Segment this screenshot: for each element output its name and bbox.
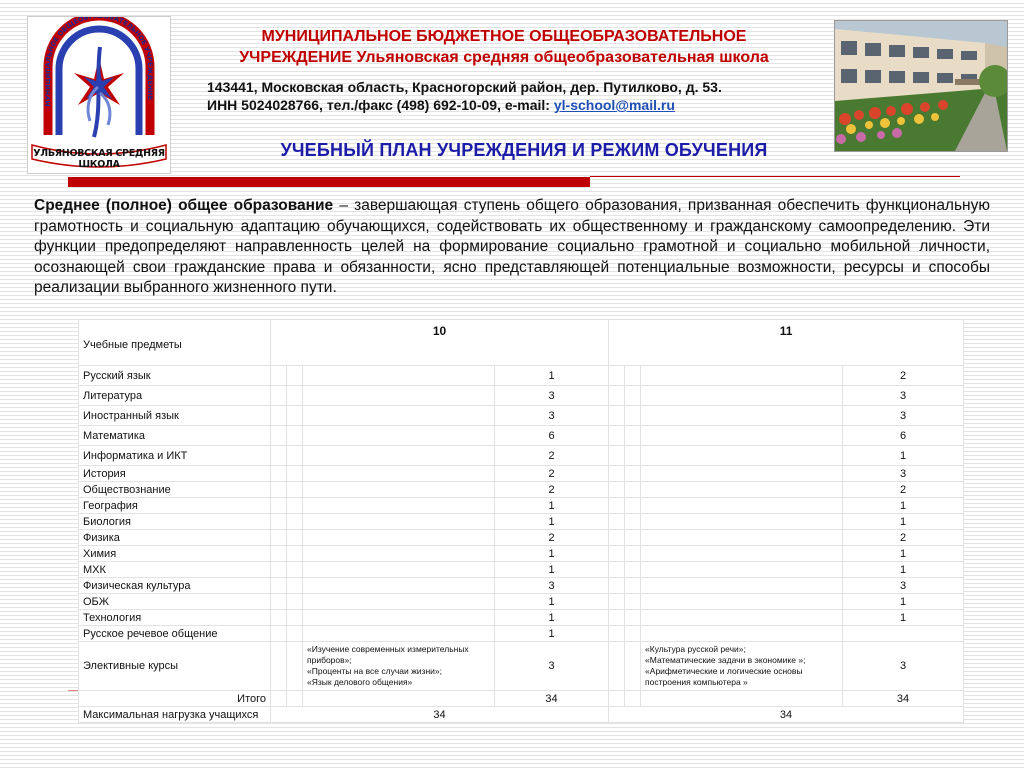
grade-11-hours: 1	[843, 446, 964, 466]
subject-name: Физика	[79, 530, 271, 546]
grade-10-hours: 3	[495, 406, 609, 426]
subject-name: Обществознание	[79, 482, 271, 498]
curriculum-table	[78, 319, 964, 723]
spacer-cell	[609, 626, 625, 642]
grade-11-hours: 3	[843, 578, 964, 594]
grade-10-hours: 1	[495, 562, 609, 578]
spacer-cell	[625, 514, 641, 530]
table-row	[79, 386, 964, 406]
spacer-cell	[641, 610, 843, 626]
subject-name: Информатика и ИКТ	[79, 446, 271, 466]
header-grade-11: 11	[609, 320, 964, 366]
spacer-cell	[609, 562, 625, 578]
logo-arc-text: МУНИЦИПАЛЬНОЕ ОБЩЕОБ ВАТЕЛЬНОЕ УЧРЕЖДЕНИЕ	[43, 17, 155, 107]
spacer-cell	[609, 446, 625, 466]
grade-11-hours: 1	[843, 514, 964, 530]
subject-name: МХК	[79, 562, 271, 578]
subject-name: Биология	[79, 514, 271, 530]
grade-10-hours: 3	[495, 386, 609, 406]
grade-11-hours: 1	[843, 498, 964, 514]
grade-11-hours: 2	[843, 366, 964, 386]
grade-10-hours: 1	[495, 366, 609, 386]
email-link[interactable]: yl-school@mail.ru	[553, 97, 675, 113]
school-building-photo	[834, 20, 1008, 152]
spacer-cell	[609, 530, 625, 546]
spacer-cell	[641, 514, 843, 530]
spacer-cell	[303, 466, 495, 482]
spacer-cell	[303, 498, 495, 514]
spacer-cell	[641, 482, 843, 498]
spacer-cell	[625, 626, 641, 642]
spacer-cell	[271, 386, 287, 406]
spacer-cell	[625, 386, 641, 406]
spacer-cell	[303, 610, 495, 626]
spacer-cell	[303, 482, 495, 498]
spacer-cell	[625, 530, 641, 546]
spacer-cell	[271, 498, 287, 514]
spacer-cell	[625, 610, 641, 626]
subject-name: Литература	[79, 386, 271, 406]
spacer-cell	[271, 562, 287, 578]
spacer-cell	[271, 514, 287, 530]
spacer-cell	[625, 594, 641, 610]
header-grade-10: 10	[271, 320, 609, 366]
spacer-cell	[625, 562, 641, 578]
school-name-line1: МУНИЦИПАЛЬНОЕ БЮДЖЕТНОЕ ОБЩЕОБРАЗОВАТЕЛЬНОЕ	[261, 28, 747, 45]
spacer-cell	[303, 562, 495, 578]
grade-10-hours: 1	[495, 626, 609, 642]
subject-name: Химия	[79, 546, 271, 562]
elective-course: «Язык делового общения»	[307, 677, 413, 687]
spacer-cell	[625, 642, 641, 691]
total-g11: 34	[843, 691, 964, 707]
grade-10-hours: 6	[495, 426, 609, 446]
spacer-cell	[641, 406, 843, 426]
spacer-cell	[271, 426, 287, 446]
spacer-cell	[609, 546, 625, 562]
spacer-cell	[641, 498, 843, 514]
spacer-cell	[303, 366, 495, 386]
spacer-cell	[271, 530, 287, 546]
spacer-cell	[625, 498, 641, 514]
spacer-cell	[271, 446, 287, 466]
total-row	[79, 691, 964, 707]
spacer-cell	[287, 406, 303, 426]
spacer-cell	[641, 446, 843, 466]
elective-course: «Изучение современных измерительных приборов»;	[307, 644, 469, 665]
spacer-cell	[287, 642, 303, 691]
spacer-cell	[303, 386, 495, 406]
spacer-cell	[287, 546, 303, 562]
spacer-cell	[641, 466, 843, 482]
table-row	[79, 498, 964, 514]
table-row	[79, 546, 964, 562]
spacer-cell	[271, 691, 287, 707]
spacer-cell	[625, 691, 641, 707]
spacer-cell	[625, 482, 641, 498]
spacer-cell	[303, 546, 495, 562]
table-row	[79, 366, 964, 386]
subject-name: Математика	[79, 426, 271, 446]
electives-g10-hours: 3	[495, 642, 609, 691]
table-row	[79, 466, 964, 482]
grade-11-hours: 3	[843, 406, 964, 426]
spacer-cell	[625, 546, 641, 562]
spacer-cell	[271, 466, 287, 482]
spacer-cell	[641, 626, 843, 642]
spacer-cell	[303, 530, 495, 546]
spacer-cell	[287, 610, 303, 626]
grade-11-hours: 1	[843, 546, 964, 562]
spacer-cell	[303, 426, 495, 446]
grade-10-hours: 2	[495, 530, 609, 546]
grade-10-hours: 2	[495, 466, 609, 482]
spacer-cell	[625, 426, 641, 446]
max-load-g11: 34	[609, 707, 964, 723]
spacer-cell	[271, 642, 287, 691]
max-load-g10: 34	[271, 707, 609, 723]
spacer-cell	[287, 386, 303, 406]
spacer-cell	[641, 562, 843, 578]
school-name	[174, 26, 834, 68]
spacer-cell	[641, 578, 843, 594]
grade-10-hours: 1	[495, 546, 609, 562]
spacer-cell	[271, 594, 287, 610]
spacer-cell	[303, 406, 495, 426]
elective-course: «Культура русской речи»;	[645, 644, 746, 654]
spacer-cell	[609, 482, 625, 498]
title-underline-line	[590, 176, 960, 177]
electives-label: Элективные курсы	[79, 642, 271, 691]
subject-name: ОБЖ	[79, 594, 271, 610]
spacer-cell	[625, 446, 641, 466]
grade-11-hours: 3	[843, 466, 964, 482]
subject-name: География	[79, 498, 271, 514]
grade-10-hours: 2	[495, 446, 609, 466]
contacts-text: ИНН 5024028766, тел./факс (498) 692-10-09, e-mail:	[207, 97, 554, 113]
subject-name: Технология	[79, 610, 271, 626]
grade-10-hours: 3	[495, 578, 609, 594]
spacer-cell	[271, 366, 287, 386]
elective-course: «Арифметические и логические основы построения компьютера »	[645, 666, 803, 687]
elective-course: «Проценты на все случаи жизни»;	[307, 666, 442, 676]
table-row	[79, 530, 964, 546]
grade-11-hours: 1	[843, 610, 964, 626]
max-load-label: Максимальная нагрузка учащихся	[79, 707, 271, 723]
subject-name: Русский язык	[79, 366, 271, 386]
spacer-cell	[625, 466, 641, 482]
spacer-cell	[287, 594, 303, 610]
spacer-cell	[271, 610, 287, 626]
spacer-cell	[287, 446, 303, 466]
spacer-cell	[625, 406, 641, 426]
spacer-cell	[641, 530, 843, 546]
spacer-cell	[609, 426, 625, 446]
spacer-cell	[609, 498, 625, 514]
grade-10-hours: 2	[495, 482, 609, 498]
grade-11-hours: 3	[843, 386, 964, 406]
spacer-cell	[287, 426, 303, 446]
spacer-cell	[609, 594, 625, 610]
grade-10-hours: 1	[495, 514, 609, 530]
spacer-cell	[271, 546, 287, 562]
page-title: УЧЕБНЫЙ ПЛАН УЧРЕЖДЕНИЯ И РЕЖИМ ОБУЧЕНИЯ	[280, 140, 768, 160]
spacer-cell	[303, 691, 495, 707]
spacer-cell	[641, 366, 843, 386]
spacer-cell	[625, 578, 641, 594]
spacer-cell	[641, 546, 843, 562]
max-load-row	[79, 707, 964, 723]
grade-11-hours: 1	[843, 594, 964, 610]
table-row	[79, 406, 964, 426]
table-row	[79, 446, 964, 466]
table-row	[79, 610, 964, 626]
subject-name: Физическая культура	[79, 578, 271, 594]
table-row	[79, 514, 964, 530]
subject-name: История	[79, 466, 271, 482]
elective-course: «Математические задачи в экономике »;	[645, 655, 806, 665]
subject-name: Русское речевое общение	[79, 626, 271, 642]
spacer-cell	[609, 406, 625, 426]
spacer-cell	[271, 578, 287, 594]
school-address: 143441, Московская область, Красногорский район, дер. Путилково, д. 53.	[207, 79, 722, 95]
spacer-cell	[271, 626, 287, 642]
spacer-cell	[609, 691, 625, 707]
electives-g10-courses	[303, 642, 495, 691]
spacer-cell	[303, 626, 495, 642]
spacer-cell	[287, 498, 303, 514]
total-g10: 34	[495, 691, 609, 707]
table-header-row	[79, 320, 964, 366]
intro-text: – завершающая ступень общего образования, призванная обеспечить функциональную грамотность и социальную адаптацию обучающихся, содействовать их общественному и гражданскому самоопределению. Эти функции предопределяют направленность целей на формирование социально грамотной и социально мобильной личности, осознающей свои гражданские права и обязанности, ясно представляющей потенциальные возможности, ресурсы и способы реализации выбранного жизненного пути.	[34, 197, 990, 296]
grade-11-hours: 2	[843, 482, 964, 498]
slide-edge-mark	[68, 690, 78, 691]
table-row	[79, 594, 964, 610]
header-subjects: Учебные предметы	[79, 320, 271, 366]
spacer-cell	[641, 426, 843, 446]
table-row	[79, 482, 964, 498]
table-row	[79, 578, 964, 594]
school-name-line2: УЧРЕЖДЕНИЕ Ульяновская средняя общеобразовательная школа	[239, 49, 769, 66]
spacer-cell	[625, 366, 641, 386]
table-row	[79, 626, 964, 642]
total-label: Итого	[79, 691, 271, 707]
spacer-cell	[287, 366, 303, 386]
table-row	[79, 562, 964, 578]
spacer-cell	[609, 514, 625, 530]
school-address-block	[207, 78, 832, 114]
subject-rows	[79, 366, 964, 642]
spacer-cell	[287, 578, 303, 594]
spacer-cell	[303, 594, 495, 610]
spacer-cell	[287, 562, 303, 578]
grade-11-hours: 1	[843, 562, 964, 578]
spacer-cell	[271, 482, 287, 498]
grade-11-hours: 2	[843, 530, 964, 546]
spacer-cell	[641, 386, 843, 406]
electives-g11-hours: 3	[843, 642, 964, 691]
spacer-cell	[609, 466, 625, 482]
spacer-cell	[609, 578, 625, 594]
grade-11-hours: 6	[843, 426, 964, 446]
spacer-cell	[641, 691, 843, 707]
spacer-cell	[287, 466, 303, 482]
grade-10-hours: 1	[495, 498, 609, 514]
spacer-cell	[609, 386, 625, 406]
spacer-cell	[609, 610, 625, 626]
spacer-cell	[287, 626, 303, 642]
logo-bottom-text: УЛЬЯНОВСКАЯ СРЕДНЯЯ ШКОЛА	[33, 148, 165, 170]
school-contacts	[207, 96, 832, 114]
spacer-cell	[641, 594, 843, 610]
grade-10-hours: 1	[495, 610, 609, 626]
spacer-cell	[271, 406, 287, 426]
spacer-cell	[609, 366, 625, 386]
intro-term: Среднее (полное) общее образование	[34, 197, 334, 214]
grade-10-hours: 1	[495, 594, 609, 610]
electives-row	[79, 642, 964, 691]
subject-name: Иностранный язык	[79, 406, 271, 426]
intro-paragraph	[34, 196, 990, 299]
table-row	[79, 426, 964, 446]
spacer-cell	[609, 642, 625, 691]
spacer-cell	[287, 514, 303, 530]
spacer-cell	[303, 578, 495, 594]
electives-g11-courses	[641, 642, 843, 691]
school-logo	[27, 16, 171, 174]
spacer-cell	[287, 691, 303, 707]
grade-11-hours	[843, 626, 964, 642]
spacer-cell	[303, 514, 495, 530]
title-underline-bar	[68, 177, 590, 187]
spacer-cell	[287, 530, 303, 546]
spacer-cell	[287, 482, 303, 498]
spacer-cell	[303, 446, 495, 466]
